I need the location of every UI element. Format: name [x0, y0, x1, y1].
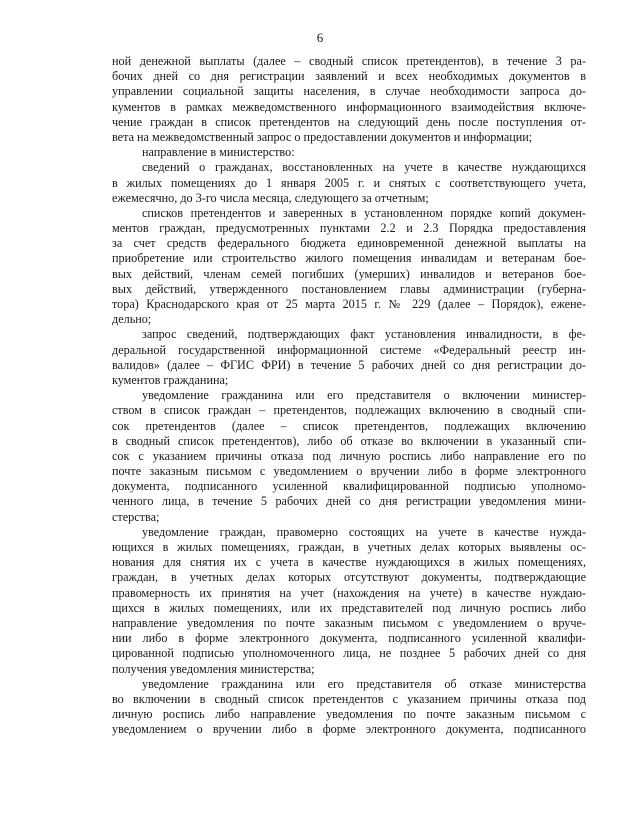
text-line: почте заказным письмом с уведомлением о вручении либо в форме электронного: [112, 464, 586, 479]
text-line: деральной государственной информационной системе «Федеральный реестр ин-: [112, 342, 586, 357]
text-line: за счет средств федерального бюджета единовременной денежной выплаты на: [112, 236, 586, 251]
text-line: уведомление граждан, правомерно состоящих на учете в качестве нужда-: [142, 524, 586, 539]
text-line: вых действий, утвержденного постановлением главы администрации (губерна-: [112, 281, 586, 296]
text-line: кументов в рамках межведомственного информационного взаимодействия включе-: [112, 99, 586, 114]
text-line: валидов» (далее – ФГИС ФРИ) в течение 5 рабочих дней со дня регистрации до-: [112, 357, 586, 372]
text-line: ющихся в жилых помещениях, граждан, в учетных делах которых выявлены ос-: [112, 540, 586, 554]
text-line: уведомлением о вручении либо в форме электронного документа, подписанного: [112, 722, 586, 737]
text-line: граждан, в учетных делах которых отсутствуют документы, подтверждающие: [112, 570, 586, 585]
text-line: ной денежной выплаты (далее – сводный список претендентов), в течение 3 ра-: [112, 54, 586, 68]
text-line: правомерность их принятия на учет (нахождения на учете) в качестве нуждаю-: [112, 585, 586, 600]
document-body: [112, 54, 586, 737]
text-line: направление уведомления по почте заказным письмом с уведомлением о вруче-: [112, 615, 586, 630]
text-line: нии либо в форме электронного документа, подписанного усиленной квалифи-: [112, 631, 586, 646]
text-line: бочих дней со дня регистрации заявлений и всех необходимых документов в: [112, 69, 586, 84]
text-line: вета на межведомственный запрос о предоставлении документов и информации;: [112, 129, 533, 144]
text-line: в сводный список претендентов), либо об отказе во включении в указанный спи-: [112, 433, 586, 448]
text-line: приобретение или строительство жилого помещения инвалидам и ветеранам бое-: [112, 251, 586, 266]
text-line: управлении социальной защиты населения, в случае необходимости запроса до-: [112, 84, 586, 99]
text-line: ежемесячно, до 3-го числа месяца, следующего за отчетным;: [112, 190, 429, 205]
text-line: нования для снятия их с учета в качестве нуждающихся в жилых помещениях,: [112, 555, 586, 570]
text-line: ченного лица, в течение 5 рабочих дней со дня регистрации уведомления мини-: [112, 494, 586, 509]
text-line: щихся в жилых помещениях, или их представителей под личную роспись либо: [112, 600, 586, 615]
text-line: ментов граждан, предусмотренных пунктами 2.2 и 2.3 Порядка предоставления: [112, 221, 586, 236]
text-line: тора) Краснодарского края от 25 марта 2015 г. № 229 (далее – Порядок), ежене-: [112, 297, 586, 311]
text-line: сок претендентов (далее – список претендентов, подлежащих включению: [112, 418, 586, 433]
text-line: кументов гражданина;: [112, 372, 229, 387]
text-line: личную роспись либо направление уведомления по почте заказным письмом с: [112, 707, 586, 722]
text-line: вых действий, членам семей погибших (умерших) инвалидов и ветеранов бое-: [112, 266, 586, 281]
text-line: в жилых помещениях до 1 января 2005 г. и снятых с соответствующего учета,: [112, 175, 586, 190]
text-line: чение граждан в список претендентов на следующий день после поступления от-: [112, 114, 586, 129]
text-line: списков претендентов и заверенных в установленном порядке копий докумен-: [142, 205, 586, 220]
text-line: уведомление гражданина или его представителя о включении министер-: [142, 388, 586, 403]
text-line: сведений о гражданах, восстановленных на учете в качестве нуждающихся: [142, 160, 586, 175]
page-number: 6: [316, 30, 324, 45]
text-line: направление в министерство:: [142, 145, 295, 160]
text-line: во включении в сводный список претендентов с указанием причины отказа под: [112, 691, 586, 706]
text-line: документа, подписанного усиленной квалифицированной подписью уполномо-: [112, 479, 586, 494]
text-line: дельно;: [112, 312, 152, 327]
text-line: стерства;: [112, 509, 160, 524]
text-line: получения уведомления министерства;: [112, 661, 315, 676]
text-line: ством в список граждан – претендентов, подлежащих включению в сводный спи-: [112, 403, 586, 418]
text-line: запрос сведений, подтверждающих факт установления инвалидности, в фе-: [142, 327, 586, 342]
text-line: уведомление гражданина или его представителя об отказе министерства: [142, 676, 586, 691]
text-line: сок с указанием причины отказа под личную роспись либо направление его по: [112, 448, 586, 463]
text-line: цированной подписью уполномоченного лица, не позднее 5 рабочих дней со дня: [112, 646, 586, 661]
